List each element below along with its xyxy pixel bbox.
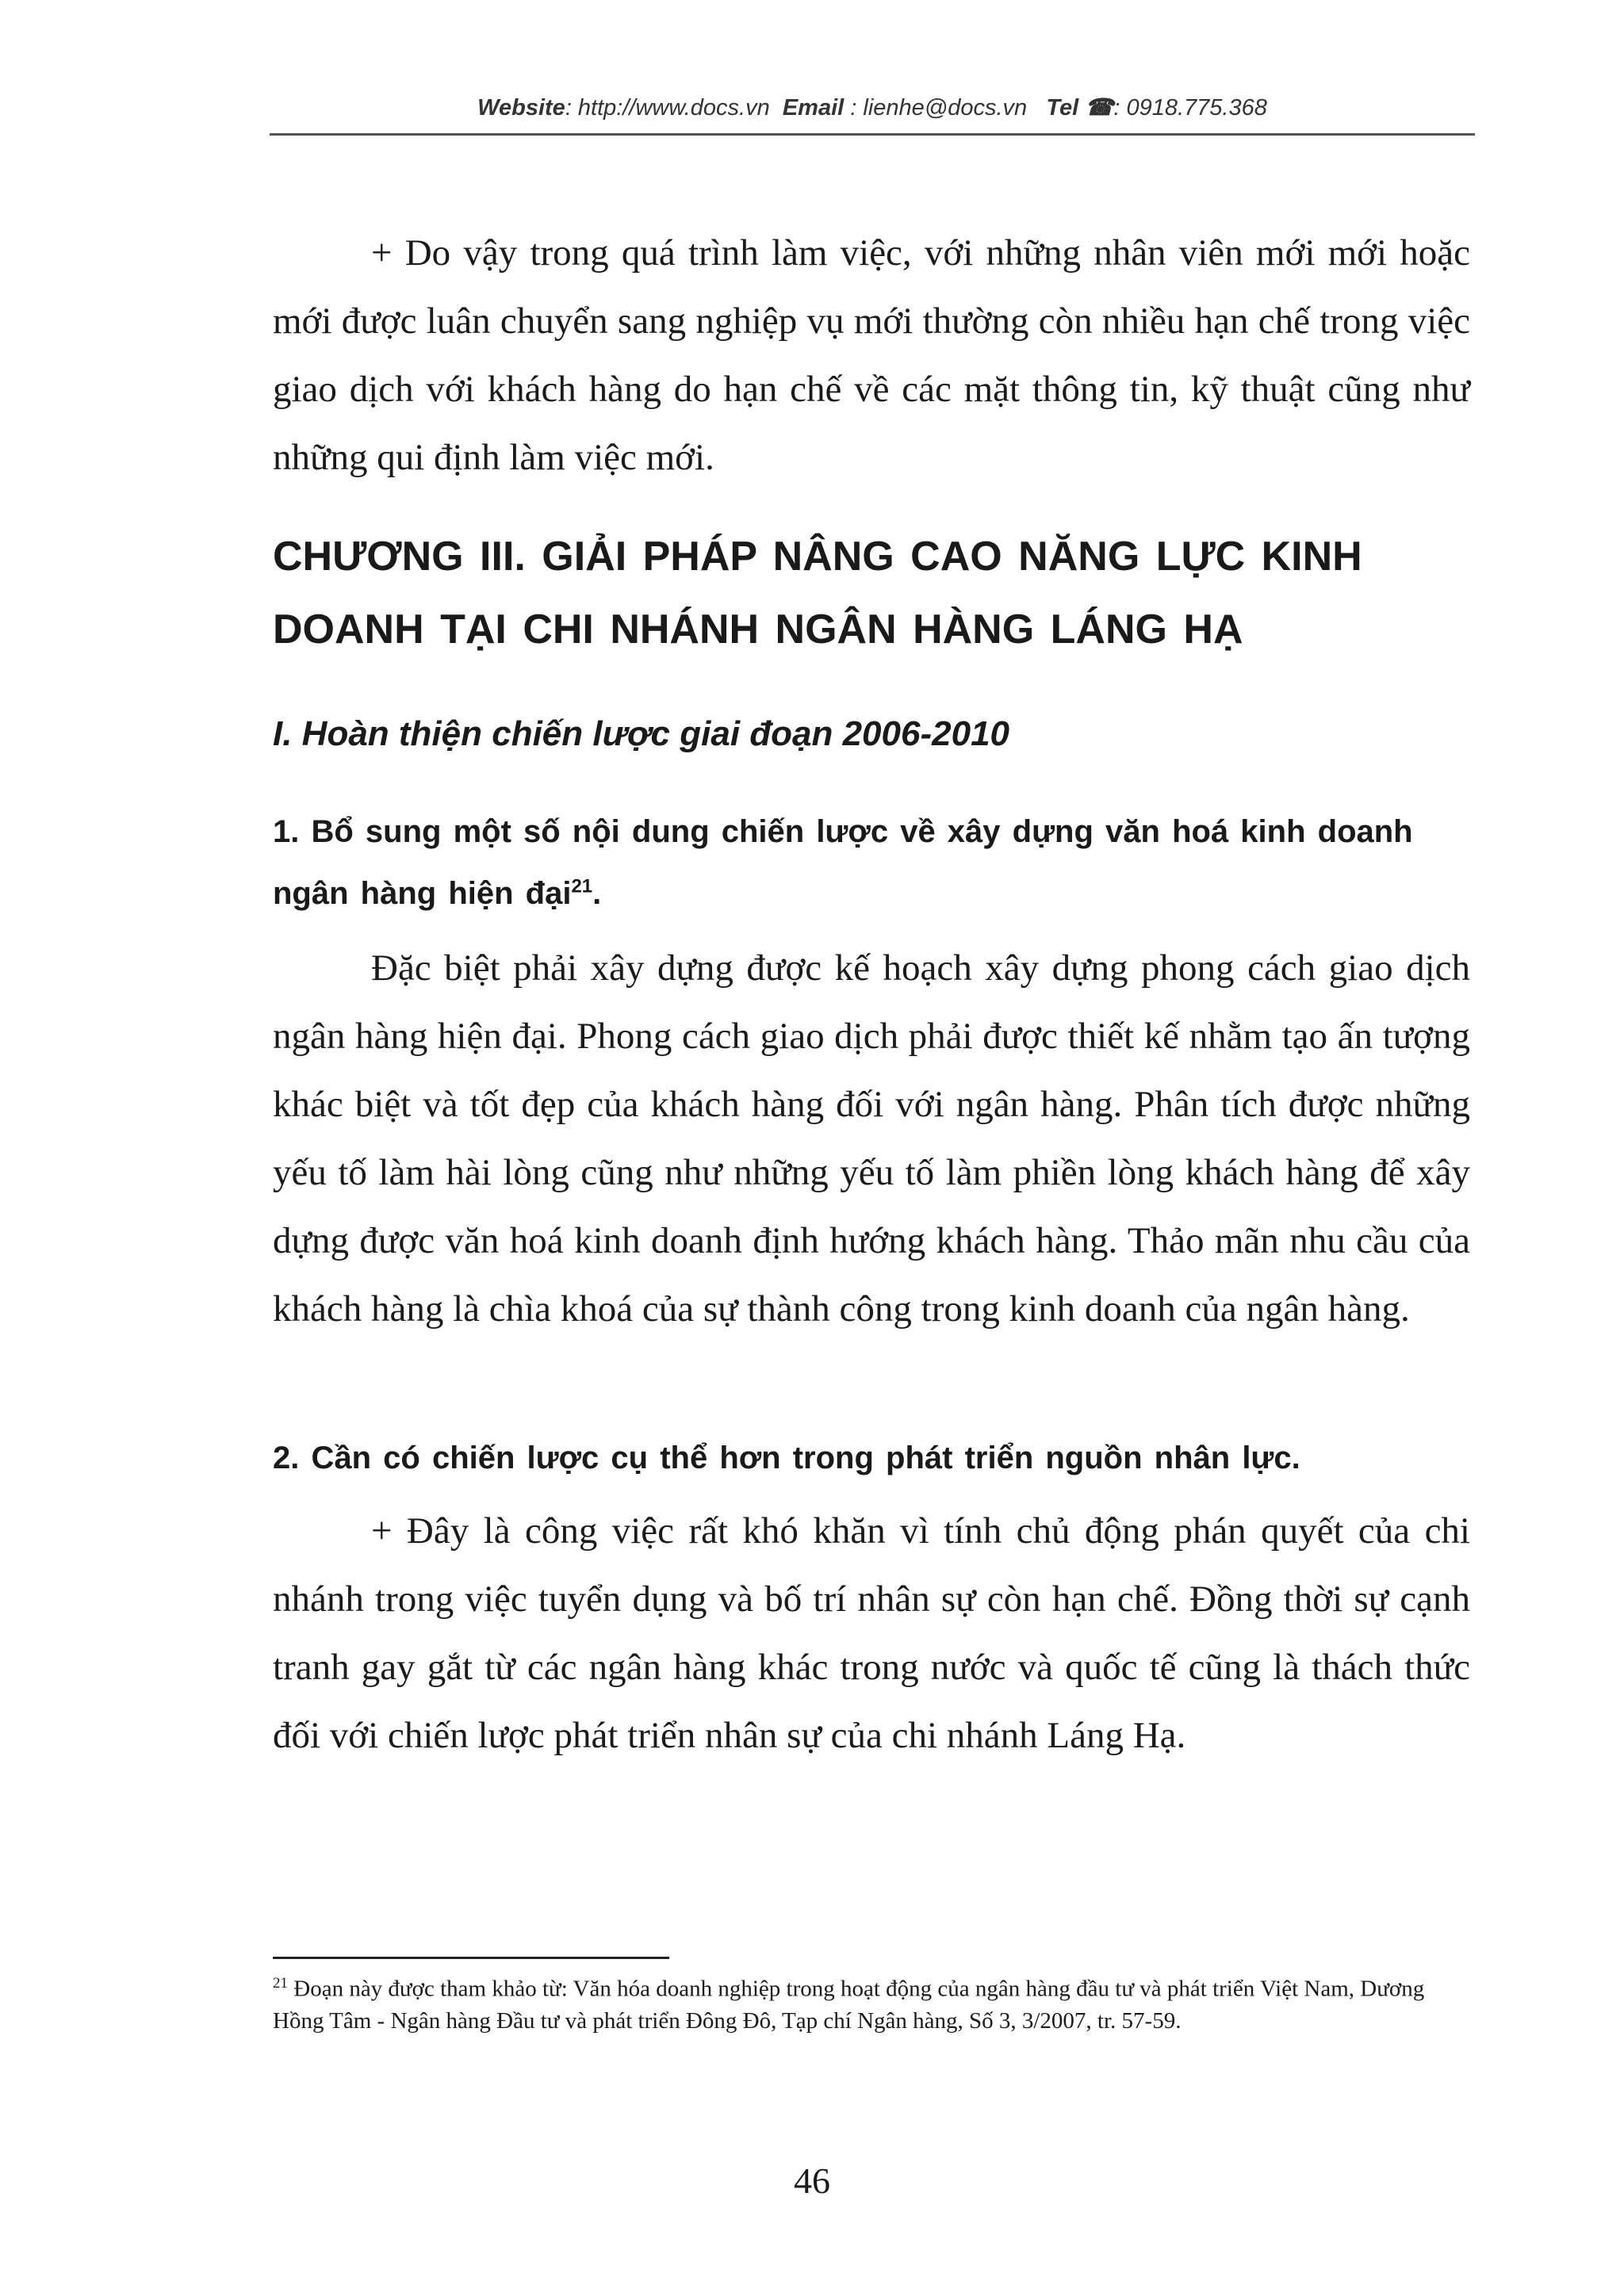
footnote xyxy=(273,1968,1462,2037)
tel-label: Tel ☎ xyxy=(1046,95,1114,121)
footnote-number: 21 xyxy=(273,1975,288,1992)
section-title: I. Hoàn thiện chiến lược giai đoạn 2006-2010 xyxy=(273,714,1010,753)
chapter-title: CHƯƠNG III. GIẢI PHÁP NÂNG CAO NĂNG LỰC KINH DOANH TẠI CHI NHÁNH NGÂN HÀNG LÁNG HẠ xyxy=(273,534,1362,652)
subsection-1-title: 1. Bổ sung một số nội dung chiến lược về xây dựng văn hoá kinh doanh ngân hàng hiện đại$^{21}$. xyxy=(273,814,1413,911)
subsection-2-paragraph: + Đây là công việc rất khó khăn vì tính chủ động phán quyết của chi nhánh trong việc tuyển dụng và bố trí nhân sự còn hạn chế. Đồng thời sự cạnh tranh gay gắt từ các ngân hàng khác trong nước và quốc tế cũng là thách thức đối với chiến lược phát triển nhân sự của chi nhánh Láng Hạ. xyxy=(273,1510,1470,1756)
website-label: Website xyxy=(477,95,565,121)
page-number: 46 xyxy=(794,2160,830,2201)
tel-value: : 0918.775.368 xyxy=(1113,95,1267,121)
header-divider xyxy=(270,133,1475,136)
footnote-text: Đoạn này được tham khảo từ: Văn hóa doanh nghiệp trong hoạt động của ngân hàng đầu tư và phát triển Việt Nam, Dương Hồng Tâm - Ngân hàng Đầu tư và phát triển Đông Đô, Tạp chí Ngân hàng, Số 3, 3/2007, tr. 57-59. xyxy=(273,1976,1425,2034)
email-label: Email xyxy=(782,95,845,121)
footnote-ref: 21 xyxy=(571,875,593,897)
footnote-divider xyxy=(273,1957,669,1959)
intro-paragraph: + Do vậy trong quá trình làm việc, với những nhân viên mới mới hoặc mới được luân chuyển sang nghiệp vụ mới thường còn nhiều hạn chế trong việc giao dịch với khách hàng do hạn chế về các mặt thông tin, kỹ thuật cũng như những qui định làm việc mới. xyxy=(273,232,1470,478)
website-value: : http://www.docs.vn xyxy=(565,95,770,121)
subsection-1-paragraph: Đặc biệt phải xây dựng được kế hoạch xây dựng phong cách giao dịch ngân hàng hiện đại. Phong cách giao dịch phải được thiết kế nhằm tạo ấn tượng khác biệt và tốt đẹp của khách hàng đối với ngân hàng. Phân tích được những yếu tố làm hài lòng cũng như những yếu tố làm phiền lòng khách hàng để xây dựng được văn hoá kinh doanh định hướng khách hàng. Thảo mãn nhu cầu của khách hàng là chìa khoá của sự thành công trong kinh doanh của ngân hàng. xyxy=(273,947,1470,1330)
email-value: : lienhe@docs.vn xyxy=(844,95,1028,121)
subsection-2-title: 2. Cần có chiến lược cụ thể hơn trong phát triển nguồn nhân lực. xyxy=(273,1441,1300,1475)
